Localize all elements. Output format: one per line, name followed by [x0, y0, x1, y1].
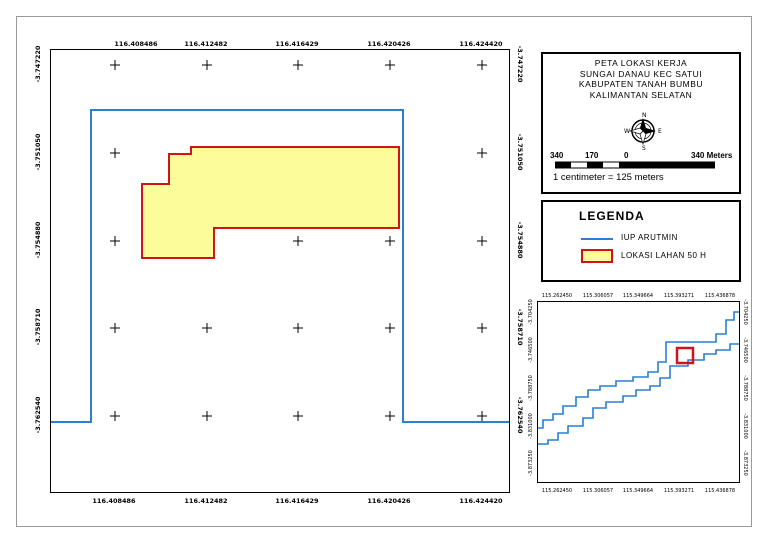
y-tick-right: -3.758710: [516, 308, 524, 346]
inset-y-tick-right: -3.746500: [742, 337, 748, 363]
grid-cross-icon: [477, 236, 487, 246]
inset-x-tick-top: 115.436878: [704, 293, 736, 299]
grid-cross-icon: [202, 60, 212, 70]
y-tick-right: -3.751050: [516, 133, 524, 171]
main-map[interactable]: [50, 49, 510, 493]
inset-boundary-upper: [538, 312, 740, 428]
compass-e: E: [658, 128, 662, 135]
title-line: SUNGAI DANAU KEC SATUI: [579, 68, 703, 79]
scale-label: 170: [585, 151, 599, 160]
legend-polygon-swatch: [581, 249, 613, 263]
compass-w: W: [624, 128, 630, 135]
grid-cross-icon: [385, 411, 395, 421]
grid-cross-icon: [477, 411, 487, 421]
x-tick-top: 116.416429: [275, 40, 319, 48]
grid-cross-icon: [477, 60, 487, 70]
inset-y-tick-left: -3.704250: [528, 299, 534, 325]
inset-y-tick-left: -3.788750: [528, 375, 534, 401]
grid-cross-icon: [385, 323, 395, 333]
y-tick-right: -3.762540: [516, 396, 524, 434]
y-tick-left: -3.754880: [34, 221, 42, 259]
compass-rose-icon: [623, 112, 663, 150]
x-tick-bottom: 116.412482: [184, 497, 228, 505]
legend-title: LEGENDA: [579, 209, 645, 223]
legend-line-swatch: [581, 238, 613, 240]
grid-cross-icon: [293, 236, 303, 246]
compass-n: N: [642, 112, 647, 119]
inset-x-tick-top: 115.349664: [622, 293, 654, 299]
inset-y-tick-right: -3.873250: [742, 450, 748, 476]
y-tick-left: -3.747220: [34, 45, 42, 83]
scale-label: 0: [624, 151, 629, 160]
inset-x-tick-top: 115.262450: [541, 293, 573, 299]
grid-cross-icon: [293, 60, 303, 70]
inset-boundary-lower: [538, 344, 740, 444]
x-tick-bottom: 116.420426: [367, 497, 411, 505]
lokasi-lahan-polygon[interactable]: [142, 147, 399, 258]
grid-cross-icon: [110, 411, 120, 421]
compass-s: S: [642, 145, 646, 150]
x-tick-bottom: 116.408486: [92, 497, 136, 505]
grid-cross-icon: [110, 323, 120, 333]
y-tick-right: -3.754880: [516, 221, 524, 259]
x-tick-top: 116.412482: [184, 40, 228, 48]
inset-map-canvas: [538, 302, 740, 483]
title-line: PETA LOKASI KERJA: [594, 58, 688, 68]
inset-x-tick-bottom: 115.436878: [704, 488, 736, 494]
grid-cross-icon: [385, 60, 395, 70]
x-tick-bottom: 116.416429: [275, 497, 319, 505]
grid-cross-icon: [110, 148, 120, 158]
main-map-canvas: [51, 50, 510, 493]
y-tick-left: -3.751050: [34, 133, 42, 171]
grid-cross-icon: [477, 323, 487, 333]
inset-x-tick-bottom: 115.306057: [582, 488, 614, 494]
grid-cross-icon: [385, 236, 395, 246]
scale-label: 340: [550, 151, 564, 160]
x-tick-bottom: 116.424420: [459, 497, 503, 505]
grid-cross-icon: [110, 236, 120, 246]
inset-x-tick-top: 115.393271: [663, 293, 695, 299]
x-tick-top: 116.424420: [459, 40, 503, 48]
y-tick-right: -3.747220: [516, 45, 524, 83]
scale-bar: [555, 161, 715, 169]
inset-x-tick-bottom: 115.349664: [622, 488, 654, 494]
y-tick-left: -3.762540: [34, 396, 42, 434]
title-line: KALIMANTAN SELATAN: [589, 89, 693, 100]
inset-map[interactable]: [537, 301, 740, 483]
grid-cross-icon: [110, 60, 120, 70]
inset-y-tick-left: -3.873250: [528, 450, 534, 476]
y-tick-left: -3.758710: [34, 308, 42, 346]
scale-label: 340 Meters: [691, 151, 733, 160]
scale-note: 1 centimeter = 125 meters: [553, 172, 664, 183]
legend-panel: [541, 200, 741, 282]
inset-y-tick-left: -3.746500: [528, 337, 534, 363]
x-tick-top: 116.420426: [367, 40, 411, 48]
inset-y-tick-right: -3.831000: [742, 413, 748, 439]
grid-cross-icon: [293, 411, 303, 421]
inset-x-tick-bottom: 115.393271: [663, 488, 695, 494]
grid-cross-icon: [202, 411, 212, 421]
title-panel: [541, 52, 741, 194]
inset-y-tick-right: -3.704250: [742, 299, 748, 325]
grid-cross-icon: [293, 323, 303, 333]
title-line: KABUPATEN TANAH BUMBU: [578, 79, 704, 89]
inset-x-tick-top: 115.306057: [582, 293, 614, 299]
map-title: [543, 58, 739, 100]
x-tick-top: 116.408486: [114, 40, 158, 48]
grid-cross-icon: [202, 323, 212, 333]
grid-cross-icon: [477, 148, 487, 158]
legend-label-iup: IUP ARUTMIN: [621, 233, 678, 242]
legend-label-lokasi: LOKASI LAHAN 50 H: [621, 251, 707, 260]
inset-y-tick-right: -3.788750: [742, 375, 748, 401]
inset-y-tick-left: -3.831000: [528, 413, 534, 439]
inset-x-tick-bottom: 115.262450: [541, 488, 573, 494]
